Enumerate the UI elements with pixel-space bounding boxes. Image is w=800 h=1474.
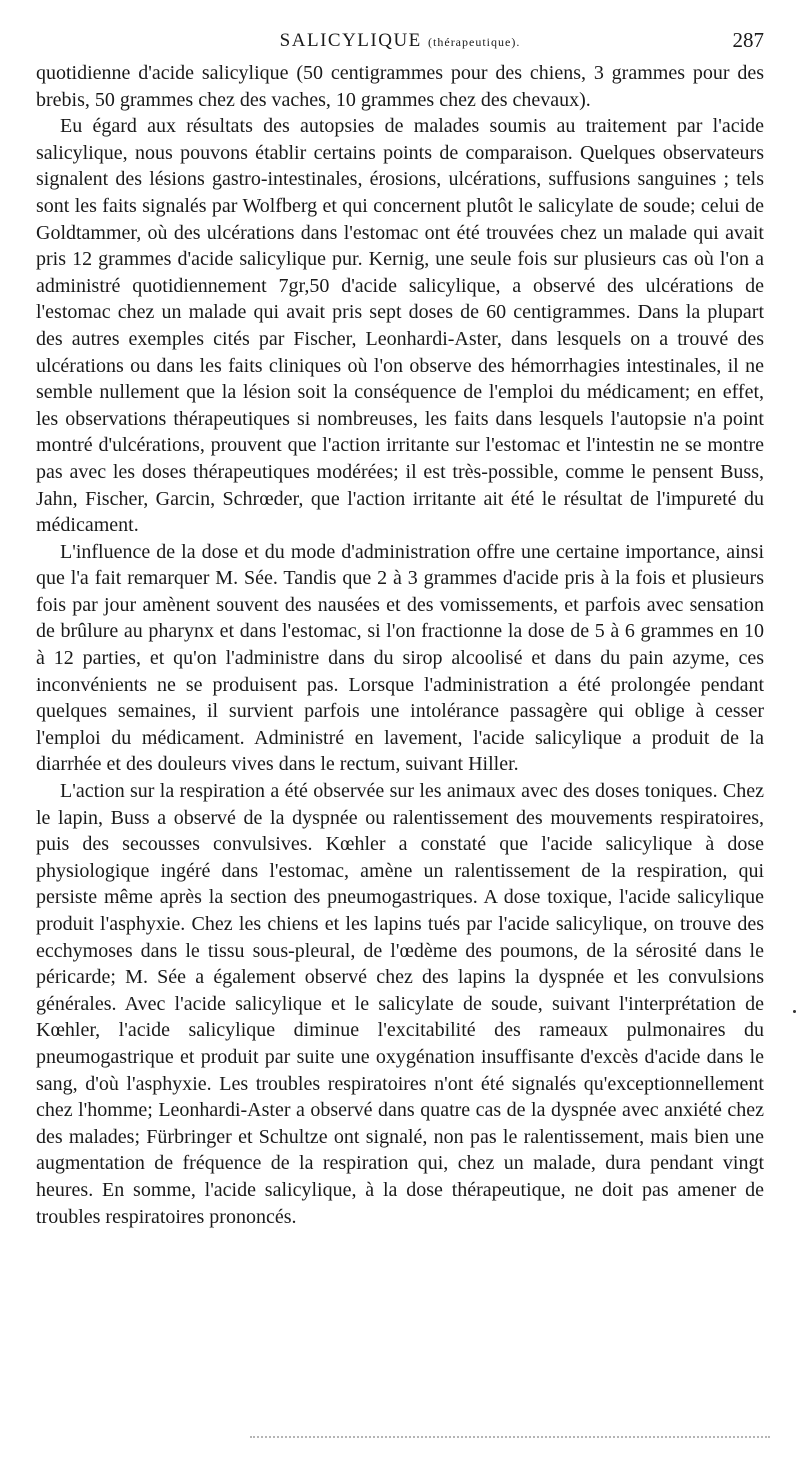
paragraph-autopsies: Eu égard aux résultats des autopsies de malades soumis au traitement par l'acide salicylique, nous pouvons établir certains points de comparaison. Quelques observateurs signalent des lésions gastro-intestinales, érosions, ulcérations, suffusions sanguines ; tels sont les faits signalés par Wolfberg et qui concernent plutôt le salicylate de soude; celui de Goldtammer, où des ulcérations dans l'estomac ont été trouvées chez un malade qui avait pris 12 grammes d'acide salicylique pur. Kernig, une seule fois sur plusieurs cas où l'on a administré quotidiennement 7gr,50 d'acide salicylique, a observé des ulcérations de l'estomac chez un malade qui avait pris sept doses de 60 centigrammes. Dans la plupart des autres exemples cités par Fischer, Leonhardi-Aster, dans lesquels on a trouvé des ulcérations ou dans les faits cliniques où l'on observe des hémorrhagies intestinales, il ne semble nullement que la lésion soit la conséquence de l'emploi du médicament; en effet, les observations thérapeutiques si nombreuses, les faits dans lesquels l'autopsie n'a point montré d'ulcérations, prouvent que l'action irritante sur l'estomac et l'intestin ne se montre pas avec les doses thérapeutiques modérées; il est très-possible, comme le pensent Buss, Jahn, Fischer, Garcin, Schrœder, que l'action irritante ait été le résultat de l'impureté du médicament. [36,115,764,537]
paragraph-respiration: L'action sur la respiration a été observée sur les animaux avec des doses toniques. Chez le lapin, Buss a observé de la dyspnée ou ralentissement des mouvements respiratoires, puis des secousses convulsives. Kœhler a constaté que l'acide salicylique à dose physiologique ingéré dans l'estomac, amène un ralentissement de la respiration, qui persiste même après la section des pneumogastriques. A dose toxique, l'acide salicylique produit l'asphyxie. Chez les chiens et les lapins tués par l'acide salicylique, on trouve des ecchymoses dans le tissu sous-pleural, de l'œdème des poumons, de la sérosité dans le péricarde; M. Sée a également observé chez des lapins la dyspnée et les convulsions générales. Avec l'acide salicylique et le salicylate de soude, suivant l'interprétation de Kœhler, l'acide salicylique diminue l'excitabilité des rameaux pulmonaires du pneumogastrique et produit par suite une oxygénation insuffisante d'excès d'acide dans le sang, d'où l'asphyxie. Les troubles respiratoires n'ont été signalés qu'exceptionnellement chez l'homme; Leonhardi-Aster a observé dans quatre cas de la dyspnée avec anxiété chez des malades; Fürbringer et Schultze ont signalé, non pas le ralentissement, mais bien une augmentation de fréquence de la respiration qui, chez un malade, dura pendant vingt heures. En somme, l'acide salicylique, à la dose thérapeutique, ne doit pas amener de troubles respiratoires prononcés. [36,780,764,1228]
paragraph-continuation: quotidienne d'acide salicylique (50 centigrammes pour des chiens, 3 grammes pour des brebis, 50 grammes chez des vaches, 10 grammes chez des chevaux). [36,62,764,111]
running-title-subtitle: (thérapeutique). [428,35,521,49]
paragraph-dose-influence: L'influence de la dose et du mode d'administration offre une certaine importance, ainsi que l'a fait remarquer M. Sée. Tandis que 2 à 3 grammes d'acide pris à la fois et plusieurs fois par jour amènent souvent des nausées et des vomissements, et parfois avec sensation de brûlure au pharynx et dans l'estomac, si l'on fractionne la dose de 5 à 6 grammes en 10 à 12 parties, et qu'on l'administre dans du sirop alcoolisé et dans du pain azyme, ces inconvénients ne se produisent pas. Lorsque l'administration a été prolongée pendant quelques semaines, il survient parfois une intolérance passagère qui oblige à cesser l'emploi du médicament. Administré en lavement, l'acide salicylique a produit de la diarrhée et des douleurs vives dans le rectum, suivant Hiller. [36,540,764,776]
body-text [36,60,764,1230]
bottom-bleed-through [250,1436,770,1442]
page-number: 287 [732,28,764,52]
margin-speck [793,1010,796,1013]
running-title [36,30,764,52]
running-head [36,26,764,60]
running-title-main: SALICYLIQUE [279,30,422,51]
book-page [36,26,764,1230]
